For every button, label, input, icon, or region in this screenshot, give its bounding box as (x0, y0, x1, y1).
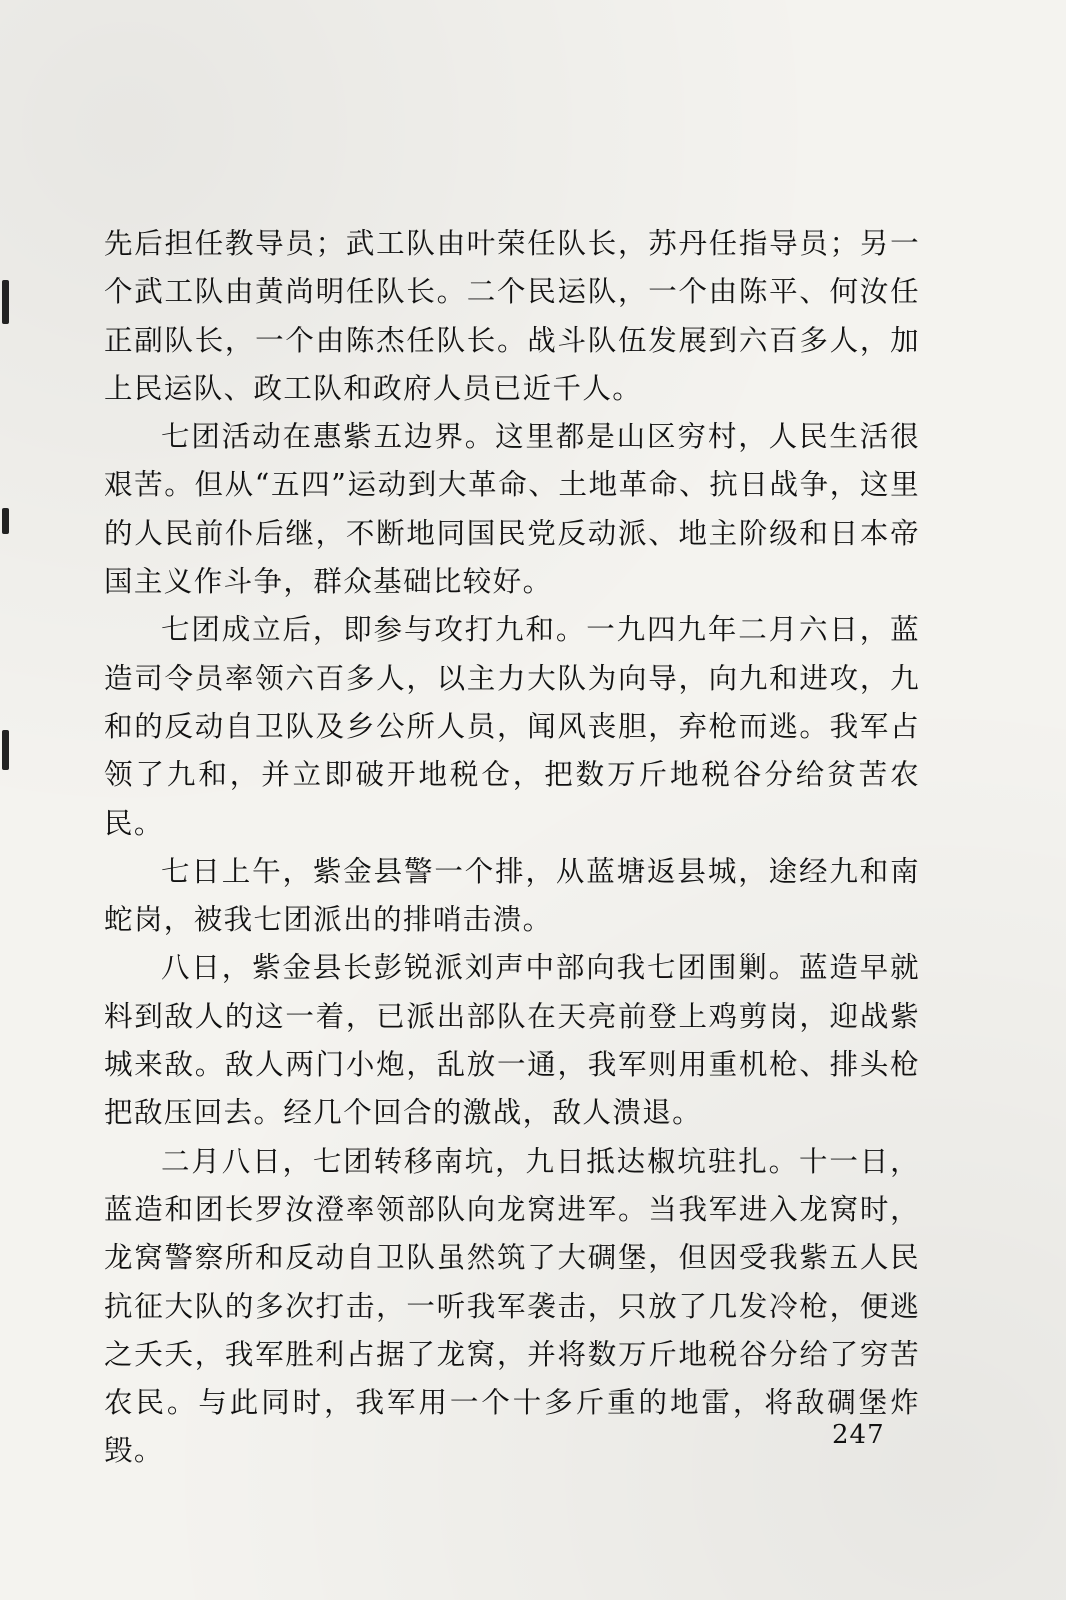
paragraph-qi-tuan-area: 七团活动在惠紫五边界。这里都是山区穷村，人民生活很艰苦。但从“五四”运动到大革命、土地革命、抗日战争，这里的人民前仆后继，不断地同国民党反动派、地主阶级和日本帝国主义作斗争，群众基础比较好。 (104, 420, 920, 599)
paragraph-attack-jiuhe: 七团成立后，即参与攻打九和。一九四九年二月六日，蓝造司令员率领六百多人，以主力大队为向导，向九和进攻，九和的反动自卫队及乡公所人员，闻风丧胆，弃枪而逃。我军占领了九和，并立即破开地税仓，把数万斤地税谷分给贫苦农民。 (104, 613, 920, 840)
body-text (104, 220, 920, 1476)
paragraph-longwo: 二月八日，七团转移南坑，九日抵达椒坑驻扎。十一日，蓝造和团长罗汝澄率领部队向龙窝进军。当我军进入龙窝时，龙窝警察所和反动自卫队虽然筑了大碉堡，但因受我紫五人民抗征大队的多次打击，一听我军袭击，只放了几发冷枪，便逃之夭夭，我军胜利占据了龙窝，并将数万斤地税谷分给了穷苦农民。与此同时，我军用一个十多斤重的地雷，将敌碉堡炸毁。 (104, 1144, 920, 1468)
paragraph-seventh-morning: 七日上午，紫金县警一个排，从蓝塘返县城，途经九和南蛇岗，被我七团派出的排哨击溃。 (104, 854, 920, 937)
binding-edge-marks (0, 260, 14, 1560)
page-number: 247 (832, 1420, 885, 1450)
paragraph-continued: 先后担任教导员；武工队由叶荣任队长，苏丹任指导员；另一个武工队由黄尚明任队长。二个民运队，一个由陈平、何汝任正副队长，一个由陈杰任队长。战斗队伍发展到六百多人，加上民运队、政工队和政府人员已近千人。 (104, 227, 920, 405)
paragraph-eighth-day: 八日，紫金县长彭锐派刘声中部向我七团围剿。蓝造早就料到敌人的这一着，已派出部队在天亮前登上鸡剪岗，迎战紫城来敌。敌人两门小炮，乱放一通，我军则用重机枪、排头枪把敌压回去。经几个回合的激战，敌人溃退。 (104, 951, 920, 1130)
